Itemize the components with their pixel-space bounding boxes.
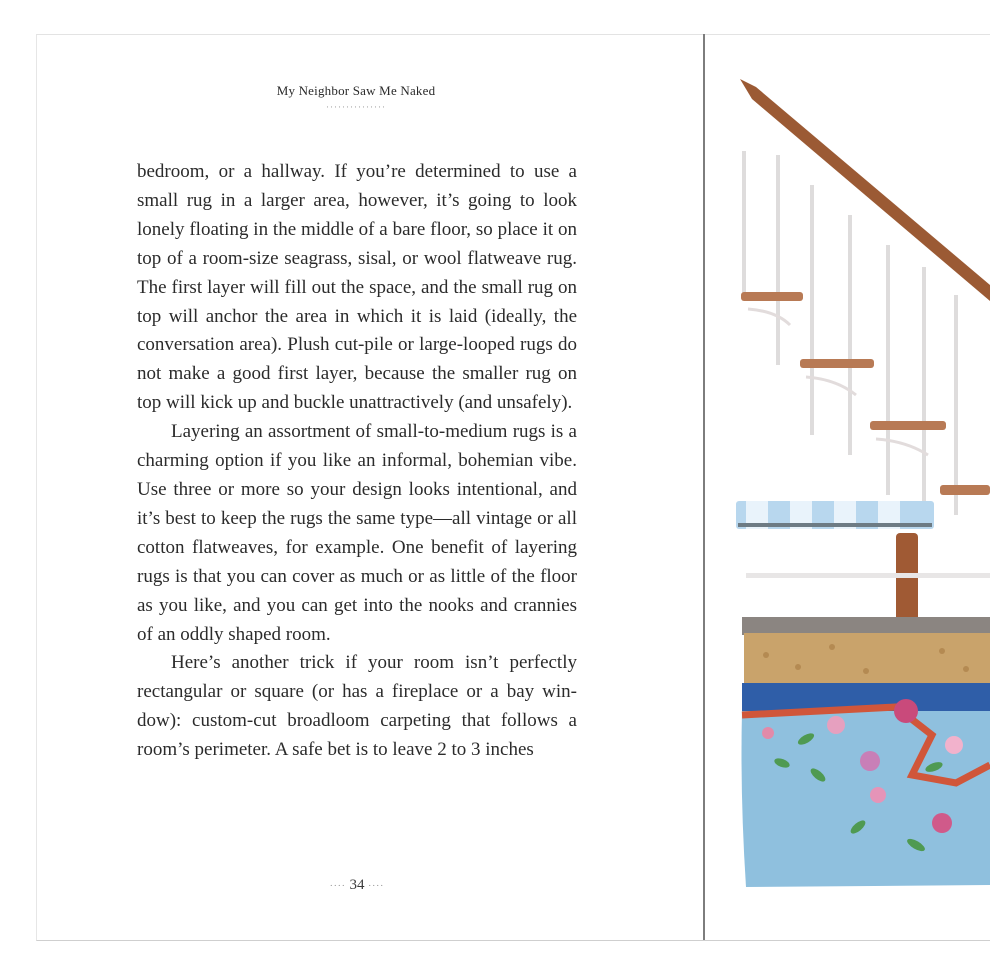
- page-folio: [300, 877, 414, 894]
- folio-ornament-right: ····: [368, 880, 385, 891]
- paragraph-3: Here’s another trick if your room isn’t perfectly rectangular or square (or has a fireplace or a bay window): custom-cut broadloom carpeting that follows a room’s perimeter. A safe bet is to leave 2 to 3 inches: [137, 652, 577, 761]
- staircase-rug-illustration: [706, 35, 990, 939]
- page-gutter: [703, 34, 705, 940]
- baseboard: [742, 617, 990, 635]
- body-text: [137, 158, 577, 765]
- sisal-rug: [744, 633, 990, 685]
- running-head-ornament: ···············: [326, 102, 386, 112]
- running-head: My Neighbor Saw Me Naked: [276, 83, 436, 98]
- paragraph-2: Layering an assortment of small-to-medium rugs is a charming option if you like an informal, bohemian vibe. Use three or more so your design looks intentional, and it’s best to keep the rugs the same type—all vintage or all cotton flatweaves, for example. One benefit of layering rugs is that you can cover as much or as little of the floor as you like, and you can get into the nooks and crannies of an oddly shaped room.: [137, 421, 577, 645]
- folio-ornament-left: ····: [329, 880, 346, 891]
- paragraph-1: bedroom, or a hallway. If you’re determined to use a small rug in a larger area, however, it’s going to look lonely floating in the middle of a bare floor, so place it on top of a room-size seagrass, sisal, or wool flatweave rug. The first layer will fill out the space, and the small rug on top will anchor the area in which it is laid (ideally, the conversation area). Plush cut-pile or large-looped rugs do not make a good first layer, because the smaller rug on top will kick up and buckle unattractively (and unsafely).: [137, 161, 577, 414]
- page-number: 34: [349, 877, 365, 893]
- balusters: [744, 151, 956, 515]
